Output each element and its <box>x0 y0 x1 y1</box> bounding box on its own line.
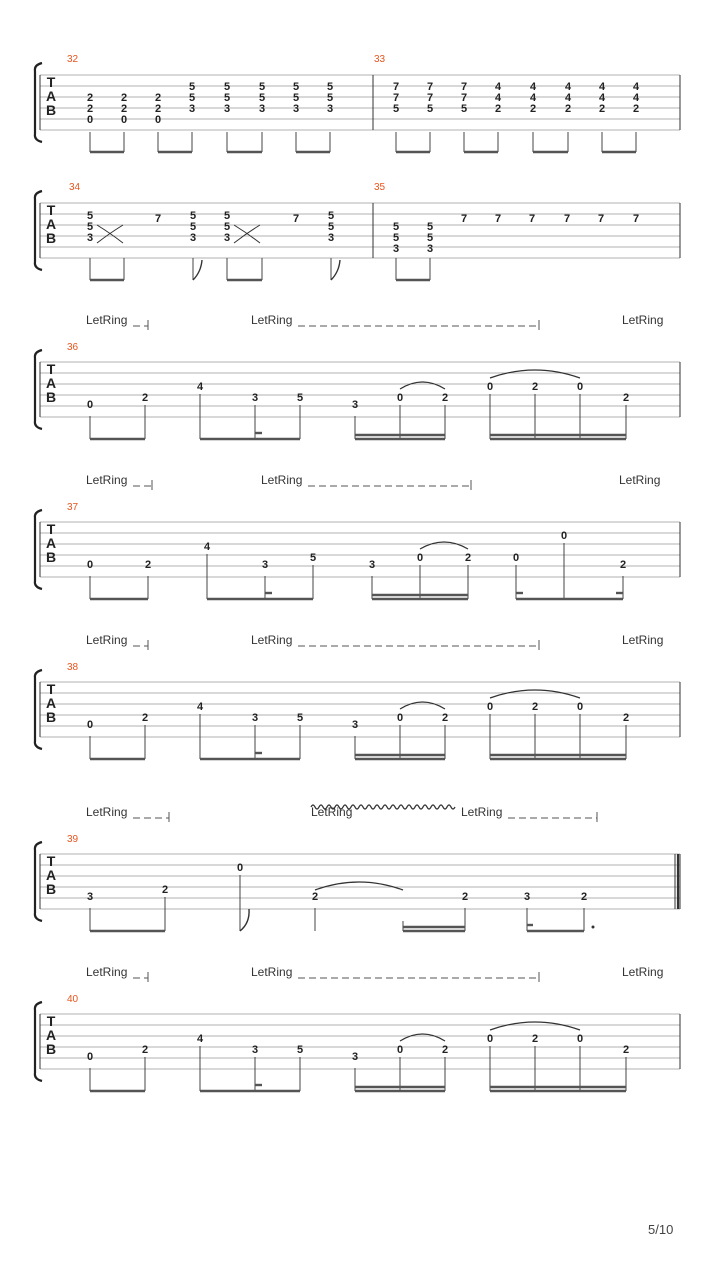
measure-number: 36 <box>67 342 79 353</box>
fret-number: 3 <box>368 559 376 571</box>
tab-clef-letter: A <box>45 695 57 711</box>
tie <box>490 690 580 698</box>
letring-label: LetRing <box>261 473 303 487</box>
tab-clef-letter: B <box>45 102 57 118</box>
fret-number: 0 <box>486 381 494 393</box>
tab-clef-letter: T <box>46 681 56 697</box>
fret-number: 2 <box>120 103 128 115</box>
fret-number: 5 <box>296 392 304 404</box>
fret-number: 5 <box>223 221 231 233</box>
fret-number: 2 <box>86 103 94 115</box>
fret-number: 3 <box>261 559 269 571</box>
fret-number: 4 <box>564 92 572 104</box>
fret-number: 5 <box>258 92 266 104</box>
tab-clef-letter: T <box>46 521 56 537</box>
eighth-rest: 7 <box>292 213 300 225</box>
fret-number: 0 <box>416 552 424 564</box>
tab-clef-letter: A <box>45 535 57 551</box>
fret-number: 5 <box>223 210 231 222</box>
fret-number: 4 <box>203 541 211 553</box>
fret-number: 2 <box>598 103 606 115</box>
fret-number: 2 <box>622 1044 630 1056</box>
fret-number: 5 <box>426 221 434 233</box>
tab-staff <box>35 670 680 749</box>
tab-clef-letter: T <box>46 74 56 90</box>
fret-number: 5 <box>309 552 317 564</box>
fret-number: 2 <box>494 103 502 115</box>
note-flag <box>240 909 249 931</box>
fret-number: 2 <box>531 381 539 393</box>
fret-number: 7 <box>460 92 468 104</box>
fret-number: 3 <box>426 243 434 255</box>
fret-number: 0 <box>86 719 94 731</box>
fret-number: 2 <box>461 891 469 903</box>
tie <box>490 370 580 378</box>
fret-number: 5 <box>327 210 335 222</box>
fret-number: 2 <box>154 92 162 104</box>
eighth-rest: 7 <box>528 213 536 225</box>
tab-clef-letter: B <box>45 709 57 725</box>
fret-number: 7 <box>392 92 400 104</box>
letring-label: LetRing <box>251 633 293 647</box>
fret-number: 7 <box>426 92 434 104</box>
letring-label: LetRing <box>622 965 664 979</box>
fret-number: 4 <box>529 92 537 104</box>
tab-staff <box>35 191 680 270</box>
tie <box>400 382 445 389</box>
page-number: 5/10 <box>648 1222 674 1237</box>
tie <box>400 702 445 709</box>
measure-number: 35 <box>374 182 386 193</box>
fret-number: 2 <box>141 392 149 404</box>
fret-number: 3 <box>523 891 531 903</box>
fret-number: 5 <box>86 221 94 233</box>
fret-number: 3 <box>188 103 196 115</box>
measure-number: 37 <box>67 502 79 513</box>
fret-number: 2 <box>619 559 627 571</box>
fret-number: 0 <box>576 381 584 393</box>
letring-label: LetRing <box>86 473 128 487</box>
tab-clef-letter: T <box>46 361 56 377</box>
fret-number: 2 <box>154 103 162 115</box>
tab-clef-letter: A <box>45 375 57 391</box>
tab-staff <box>35 510 680 589</box>
fret-number: 4 <box>598 81 606 93</box>
fret-number: 3 <box>251 392 259 404</box>
fret-number: 5 <box>392 103 400 115</box>
fret-number: 3 <box>351 1051 359 1063</box>
fret-number: 5 <box>188 92 196 104</box>
fret-number: 2 <box>120 92 128 104</box>
tab-clef-letter: T <box>46 1013 56 1029</box>
fret-number: 4 <box>598 92 606 104</box>
letring-label: LetRing <box>86 805 128 819</box>
tab-clef-letter: B <box>45 1041 57 1057</box>
fret-number: 7 <box>460 81 468 93</box>
fret-number: 4 <box>196 701 204 713</box>
fret-number: 2 <box>441 392 449 404</box>
measure-number: 40 <box>67 994 79 1005</box>
fret-number: 5 <box>223 81 231 93</box>
fret-number: 3 <box>251 1044 259 1056</box>
fret-number: 2 <box>161 884 169 896</box>
fret-number: 2 <box>144 559 152 571</box>
tie <box>420 542 468 549</box>
note-flag <box>331 260 340 280</box>
fret-number: 3 <box>223 103 231 115</box>
fret-number: 3 <box>326 103 334 115</box>
tab-clef-letter: A <box>45 88 57 104</box>
fret-number: 3 <box>351 719 359 731</box>
fret-number: 3 <box>189 232 197 244</box>
letring-label: LetRing <box>461 805 503 819</box>
fret-number: 2 <box>464 552 472 564</box>
letring-label: LetRing <box>86 965 128 979</box>
measure-number: 39 <box>67 834 79 845</box>
fret-number: 3 <box>223 232 231 244</box>
fret-number: 4 <box>529 81 537 93</box>
fret-number: 0 <box>86 114 94 126</box>
fret-number: 5 <box>223 92 231 104</box>
fret-number: 7 <box>392 81 400 93</box>
fret-number: 0 <box>576 1033 584 1045</box>
fret-number: 5 <box>426 232 434 244</box>
fret-number: 5 <box>189 210 197 222</box>
tab-clef-letter: B <box>45 549 57 565</box>
fret-number: 5 <box>258 81 266 93</box>
fret-number: 2 <box>141 1044 149 1056</box>
fret-number: 0 <box>86 399 94 411</box>
fret-number: 5 <box>188 81 196 93</box>
letring-label: LetRing <box>622 313 664 327</box>
letring-label: LetRing <box>622 633 664 647</box>
fret-number: 3 <box>327 232 335 244</box>
fret-number: 0 <box>576 701 584 713</box>
fret-number: 0 <box>120 114 128 126</box>
letring-label: LetRing <box>251 313 293 327</box>
fret-number: 3 <box>251 712 259 724</box>
tie <box>490 1022 580 1030</box>
fret-number: 4 <box>632 92 640 104</box>
fret-number: 4 <box>494 92 502 104</box>
fret-number: 0 <box>86 559 94 571</box>
fret-number: 5 <box>326 81 334 93</box>
dot <box>592 926 595 929</box>
fret-number: 2 <box>441 712 449 724</box>
eighth-rest: 7 <box>563 213 571 225</box>
fret-number: 2 <box>141 712 149 724</box>
tab-clef-letter: B <box>45 881 57 897</box>
letring-label: LetRing <box>619 473 661 487</box>
letring-label: LetRing <box>251 965 293 979</box>
tie <box>315 882 403 890</box>
fret-number: 2 <box>311 891 319 903</box>
measure-number: 33 <box>374 54 386 65</box>
fret-number: 2 <box>580 891 588 903</box>
eighth-rest: 7 <box>154 213 162 225</box>
fret-number: 5 <box>292 92 300 104</box>
fret-number: 4 <box>632 81 640 93</box>
fret-number: 0 <box>396 1044 404 1056</box>
eighth-rest: 7 <box>597 213 605 225</box>
tab-clef-letter: B <box>45 389 57 405</box>
fret-number: 3 <box>86 232 94 244</box>
fret-number: 0 <box>154 114 162 126</box>
tab-staff <box>35 1002 680 1081</box>
fret-number: 2 <box>622 712 630 724</box>
fret-number: 5 <box>426 103 434 115</box>
measure-number: 32 <box>67 54 79 65</box>
eighth-rest: 7 <box>494 213 502 225</box>
fret-number: 5 <box>392 221 400 233</box>
fret-number: 4 <box>196 1033 204 1045</box>
tab-clef-letter: A <box>45 216 57 232</box>
fret-number: 5 <box>292 81 300 93</box>
fret-number: 4 <box>564 81 572 93</box>
fret-number: 3 <box>258 103 266 115</box>
note-flag <box>193 260 202 280</box>
fret-number: 0 <box>396 392 404 404</box>
fret-number: 0 <box>396 712 404 724</box>
fret-number: 0 <box>512 552 520 564</box>
fret-number: 3 <box>292 103 300 115</box>
fret-number: 2 <box>531 1033 539 1045</box>
measure-number: 38 <box>67 662 79 673</box>
fret-number: 2 <box>564 103 572 115</box>
letring-label: LetRing <box>311 805 353 819</box>
measure-number: 34 <box>69 182 81 193</box>
fret-number: 5 <box>296 712 304 724</box>
fret-number: 3 <box>86 891 94 903</box>
fret-number: 3 <box>351 399 359 411</box>
tab-clef-letter: T <box>46 853 56 869</box>
eighth-rest: 7 <box>460 213 468 225</box>
fret-number: 0 <box>86 1051 94 1063</box>
fret-number: 5 <box>327 221 335 233</box>
letring-label: LetRing <box>86 313 128 327</box>
fret-number: 2 <box>622 392 630 404</box>
fret-number: 2 <box>529 103 537 115</box>
tab-staff <box>35 63 680 142</box>
letring-label: LetRing <box>86 633 128 647</box>
tie <box>400 1034 445 1041</box>
fret-number: 0 <box>486 701 494 713</box>
fret-number: 0 <box>560 530 568 542</box>
fret-number: 5 <box>296 1044 304 1056</box>
fret-number: 5 <box>392 232 400 244</box>
eighth-rest: 7 <box>632 213 640 225</box>
fret-number: 2 <box>86 92 94 104</box>
fret-number: 2 <box>441 1044 449 1056</box>
fret-number: 4 <box>494 81 502 93</box>
tab-clef-letter: A <box>45 867 57 883</box>
tab-clef-letter: A <box>45 1027 57 1043</box>
fret-number: 5 <box>86 210 94 222</box>
fret-number: 2 <box>531 701 539 713</box>
tab-clef-letter: B <box>45 230 57 246</box>
fret-number: 3 <box>392 243 400 255</box>
tab-staff <box>35 350 680 429</box>
fret-number: 0 <box>486 1033 494 1045</box>
fret-number: 2 <box>632 103 640 115</box>
fret-number: 0 <box>236 862 244 874</box>
fret-number: 5 <box>326 92 334 104</box>
fret-number: 5 <box>189 221 197 233</box>
fret-number: 4 <box>196 381 204 393</box>
fret-number: 7 <box>426 81 434 93</box>
fret-number: 5 <box>460 103 468 115</box>
tab-clef-letter: T <box>46 202 56 218</box>
